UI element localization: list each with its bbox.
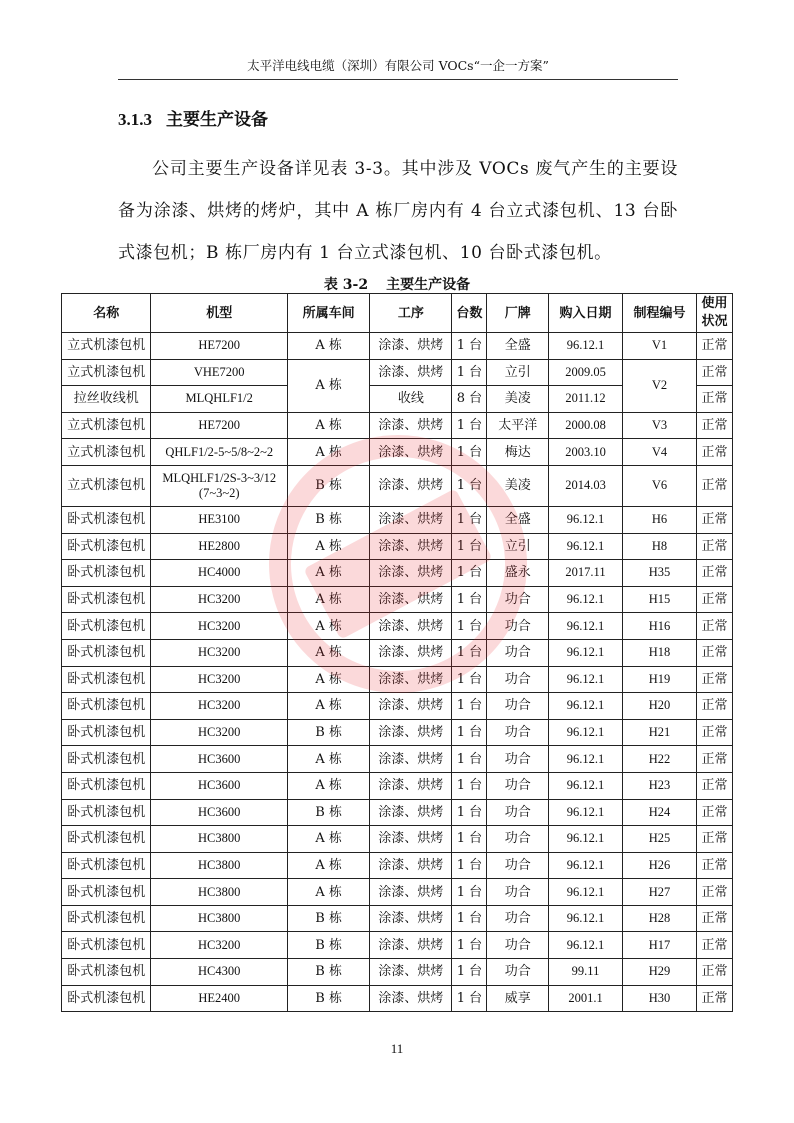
table-cell: 1 台 — [452, 959, 487, 986]
table-cell: 8 台 — [452, 386, 487, 413]
table-cell: 正常 — [696, 905, 732, 932]
table-cell: V6 — [623, 465, 697, 506]
table-cell: 太平洋 — [487, 412, 549, 439]
table-row — [62, 959, 733, 986]
table-cell: 1 台 — [452, 746, 487, 773]
table-cell: 2011.12 — [549, 386, 623, 413]
table-row — [62, 439, 733, 466]
section-title: 主要生产设备 — [166, 110, 268, 130]
section-heading — [118, 105, 268, 130]
table-cell: 卧式机漆包机 — [62, 959, 151, 986]
table-cell: 正常 — [696, 719, 732, 746]
table-row — [62, 852, 733, 879]
table-cell: HC3200 — [151, 666, 288, 693]
table-cell: 涂漆、烘烤 — [370, 465, 452, 506]
table-cell: 涂漆、烘烤 — [370, 826, 452, 853]
table-cell: 功合 — [487, 746, 549, 773]
table-cell: 99.11 — [549, 959, 623, 986]
table-cell: HC3200 — [151, 719, 288, 746]
table-cell: A 栋 — [288, 639, 370, 666]
table-cell: 卧式机漆包机 — [62, 826, 151, 853]
table-cell: 96.12.1 — [549, 879, 623, 906]
table-row — [62, 666, 733, 693]
table-cell: 96.12.1 — [549, 693, 623, 720]
table-cell: 涂漆、烘烤 — [370, 359, 452, 386]
table-cell: A 栋 — [288, 879, 370, 906]
table-row — [62, 772, 733, 799]
table-cell: H8 — [623, 533, 697, 560]
table-cell: 收线 — [370, 386, 452, 413]
table-cell: 1 台 — [452, 719, 487, 746]
table-cell: MLQHLF1/2 — [151, 386, 288, 413]
table-cell: 涂漆、烘烤 — [370, 533, 452, 560]
table-cell: 涂漆、烘烤 — [370, 412, 452, 439]
table-cell: B 栋 — [288, 799, 370, 826]
table-cell: 1 台 — [452, 560, 487, 587]
table-row — [62, 533, 733, 560]
table-cell: 立式机漆包机 — [62, 412, 151, 439]
table-cell: 盛永 — [487, 560, 549, 587]
table-cell: 涂漆、烘烤 — [370, 666, 452, 693]
header-cell: 使用状况 — [696, 294, 732, 333]
page-header: 太平洋电线电缆（深圳）有限公司 VOCs“一企一方案” — [118, 56, 678, 80]
body-paragraph: 公司主要生产设备详见表 3-3。其中涉及 VOCs 废气产生的主要设备为涂漆、烘烤的烤炉，其中 A 栋厂房内有 4 台立式漆包机、13 台卧式漆包机；B 栋厂房内有 1 台立式漆包机、10 台卧式漆包机。 — [118, 159, 678, 263]
table-cell: H15 — [623, 586, 697, 613]
table-cell: 96.12.1 — [549, 852, 623, 879]
table-cell: 1 台 — [452, 905, 487, 932]
table-cell: 卧式机漆包机 — [62, 613, 151, 640]
table-cell: 卧式机漆包机 — [62, 586, 151, 613]
table-cell: 1 台 — [452, 359, 487, 386]
table-cell: 全盛 — [487, 333, 549, 360]
table-cell: H19 — [623, 666, 697, 693]
table-cell: 立式机漆包机 — [62, 465, 151, 506]
table-cell: 2014.03 — [549, 465, 623, 506]
table-cell: HE2400 — [151, 985, 288, 1012]
table-row — [62, 613, 733, 640]
table-cell: HC3200 — [151, 932, 288, 959]
table-cell: 96.12.1 — [549, 905, 623, 932]
table-cell: H24 — [623, 799, 697, 826]
table-row — [62, 359, 733, 386]
table-cell: HE2800 — [151, 533, 288, 560]
table-cell: H16 — [623, 613, 697, 640]
table-row — [62, 799, 733, 826]
table-cell: V4 — [623, 439, 697, 466]
table-cell: 卧式机漆包机 — [62, 746, 151, 773]
table-cell: 涂漆、烘烤 — [370, 932, 452, 959]
table-row — [62, 693, 733, 720]
table-cell: 1 台 — [452, 932, 487, 959]
table-cell: 功合 — [487, 613, 549, 640]
table-row — [62, 506, 733, 533]
table-row — [62, 586, 733, 613]
table-cell: V3 — [623, 412, 697, 439]
table-cell: HC3800 — [151, 905, 288, 932]
table-cell: HC3600 — [151, 772, 288, 799]
table-cell: 涂漆、烘烤 — [370, 586, 452, 613]
table-cell: 涂漆、烘烤 — [370, 506, 452, 533]
table-cell: 卧式机漆包机 — [62, 852, 151, 879]
table-cell: V1 — [623, 333, 697, 360]
table-cell: 卧式机漆包机 — [62, 719, 151, 746]
table-cell: 卧式机漆包机 — [62, 560, 151, 587]
table-cell: 正常 — [696, 852, 732, 879]
table-cell: 96.12.1 — [549, 666, 623, 693]
table-cell: QHLF1/2-5~5/8~2~2 — [151, 439, 288, 466]
table-cell: 涂漆、烘烤 — [370, 693, 452, 720]
table-cell: 96.12.1 — [549, 772, 623, 799]
table-row — [62, 639, 733, 666]
table-cell: 拉丝收线机 — [62, 386, 151, 413]
table-cell: 立式机漆包机 — [62, 333, 151, 360]
table-cell: 卧式机漆包机 — [62, 932, 151, 959]
table-cell: 涂漆、烘烤 — [370, 613, 452, 640]
table-cell: 1 台 — [452, 586, 487, 613]
table-cell: 1 台 — [452, 852, 487, 879]
table-cell: A 栋 — [288, 852, 370, 879]
table-cell: 涂漆、烘烤 — [370, 560, 452, 587]
table-cell: 卧式机漆包机 — [62, 693, 151, 720]
table-cell: 卧式机漆包机 — [62, 666, 151, 693]
table-cell: VHE7200 — [151, 359, 288, 386]
table-cell: 正常 — [696, 826, 732, 853]
table-cell: 96.12.1 — [549, 826, 623, 853]
table-row — [62, 826, 733, 853]
header-cell: 名称 — [62, 294, 151, 333]
table-cell: H25 — [623, 826, 697, 853]
table-cell: H6 — [623, 506, 697, 533]
table-cell: 正常 — [696, 412, 732, 439]
table-cell: 功合 — [487, 959, 549, 986]
header-cell: 机型 — [151, 294, 288, 333]
table-cell: H26 — [623, 852, 697, 879]
table-cell: 2001.1 — [549, 985, 623, 1012]
table-cell: 正常 — [696, 666, 732, 693]
table-cell: 96.12.1 — [549, 613, 623, 640]
table-cell: A 栋 — [288, 746, 370, 773]
table-cell: HC3800 — [151, 826, 288, 853]
table-cell: H17 — [623, 932, 697, 959]
table-cell: A 栋 — [288, 826, 370, 853]
table-cell: 涂漆、烘烤 — [370, 985, 452, 1012]
table-cell: A 栋 — [288, 439, 370, 466]
table-cell: 全盛 — [487, 506, 549, 533]
table-cell: HC3200 — [151, 639, 288, 666]
table-cell: B 栋 — [288, 465, 370, 506]
table-cell: A 栋 — [288, 333, 370, 360]
table-cell: H18 — [623, 639, 697, 666]
table-cell: 功合 — [487, 772, 549, 799]
table-cell: 功合 — [487, 879, 549, 906]
table-cell: 美凌 — [487, 386, 549, 413]
table-cell: 立式机漆包机 — [62, 439, 151, 466]
header-cell: 厂牌 — [487, 294, 549, 333]
table-cell: 涂漆、烘烤 — [370, 439, 452, 466]
table-caption-number: 表 3-2 — [323, 277, 369, 293]
table-cell: 涂漆、烘烤 — [370, 852, 452, 879]
table-cell: 正常 — [696, 586, 732, 613]
table-cell: 功合 — [487, 932, 549, 959]
table-cell: 正常 — [696, 746, 732, 773]
table-cell: 2000.08 — [549, 412, 623, 439]
table-cell: 卧式机漆包机 — [62, 533, 151, 560]
table-cell: A 栋 — [288, 533, 370, 560]
table-cell: 涂漆、烘烤 — [370, 959, 452, 986]
table-cell: 1 台 — [452, 985, 487, 1012]
table-cell: HC4300 — [151, 959, 288, 986]
table-cell: 1 台 — [452, 333, 487, 360]
table-cell: 正常 — [696, 333, 732, 360]
table-row — [62, 985, 733, 1012]
table-cell: 功合 — [487, 826, 549, 853]
table-cell: HC3200 — [151, 693, 288, 720]
table-cell: 1 台 — [452, 799, 487, 826]
table-cell: H28 — [623, 905, 697, 932]
table-cell: 96.12.1 — [549, 799, 623, 826]
table-row — [62, 879, 733, 906]
table-cell: 正常 — [696, 560, 732, 587]
table-cell: HE7200 — [151, 412, 288, 439]
table-row — [62, 412, 733, 439]
table-cell: 1 台 — [452, 639, 487, 666]
table-cell: H20 — [623, 693, 697, 720]
table-cell: 1 台 — [452, 772, 487, 799]
header-cell: 购入日期 — [549, 294, 623, 333]
section-number: 3.1.3 — [118, 110, 152, 129]
table-cell: 卧式机漆包机 — [62, 506, 151, 533]
table-header-row — [62, 294, 733, 333]
table-cell: 功合 — [487, 586, 549, 613]
table-cell: 96.12.1 — [549, 506, 623, 533]
table-cell: B 栋 — [288, 506, 370, 533]
table-cell: 1 台 — [452, 826, 487, 853]
table-cell: 1 台 — [452, 533, 487, 560]
table-cell: 96.12.1 — [549, 333, 623, 360]
table-caption — [0, 274, 794, 294]
table-cell: 卧式机漆包机 — [62, 879, 151, 906]
table-cell: A 栋 — [288, 666, 370, 693]
table-cell: 正常 — [696, 506, 732, 533]
table-cell: 正常 — [696, 613, 732, 640]
table-cell: HC4000 — [151, 560, 288, 587]
table-cell: A 栋 — [288, 586, 370, 613]
table-cell: 涂漆、烘烤 — [370, 879, 452, 906]
table-cell: A 栋 — [288, 693, 370, 720]
table-cell: 96.12.1 — [549, 639, 623, 666]
table-cell: 卧式机漆包机 — [62, 985, 151, 1012]
table-cell: 威享 — [487, 985, 549, 1012]
table-cell: HC3200 — [151, 586, 288, 613]
table-cell: 96.12.1 — [549, 586, 623, 613]
table-cell: B 栋 — [288, 932, 370, 959]
table-cell: 功合 — [487, 639, 549, 666]
table-cell: B 栋 — [288, 905, 370, 932]
table-cell: 功合 — [487, 666, 549, 693]
table-cell: B 栋 — [288, 985, 370, 1012]
table-cell: H29 — [623, 959, 697, 986]
table-cell: 2017.11 — [549, 560, 623, 587]
table-cell: A 栋 — [288, 560, 370, 587]
table-cell: 立引 — [487, 533, 549, 560]
table-cell: HE3100 — [151, 506, 288, 533]
table-cell: 1 台 — [452, 465, 487, 506]
table-cell: HC3800 — [151, 879, 288, 906]
table-body — [62, 333, 733, 1012]
table-cell: 1 台 — [452, 666, 487, 693]
header-cell: 所属车间 — [288, 294, 370, 333]
table-cell: 正常 — [696, 772, 732, 799]
table-cell: 卧式机漆包机 — [62, 639, 151, 666]
table-cell: 1 台 — [452, 439, 487, 466]
table-cell: 美凌 — [487, 465, 549, 506]
table-cell: A 栋 — [288, 613, 370, 640]
table-cell: 正常 — [696, 386, 732, 413]
table-cell: 正常 — [696, 465, 732, 506]
table-cell: 正常 — [696, 693, 732, 720]
table-cell: H23 — [623, 772, 697, 799]
table-cell: 功合 — [487, 852, 549, 879]
table-cell: H35 — [623, 560, 697, 587]
table-cell: 96.12.1 — [549, 932, 623, 959]
table-cell: 卧式机漆包机 — [62, 905, 151, 932]
header-cell: 工序 — [370, 294, 452, 333]
table-cell: H21 — [623, 719, 697, 746]
table-cell: 2009.05 — [549, 359, 623, 386]
table-cell: 96.12.1 — [549, 533, 623, 560]
table-cell: HC3800 — [151, 852, 288, 879]
table-cell: 涂漆、烘烤 — [370, 772, 452, 799]
table-row — [62, 905, 733, 932]
header-cell: 制程编号 — [623, 294, 697, 333]
table-cell: 卧式机漆包机 — [62, 799, 151, 826]
table-cell: 正常 — [696, 359, 732, 386]
table-cell: HC3600 — [151, 799, 288, 826]
table-row — [62, 333, 733, 360]
table-cell: H22 — [623, 746, 697, 773]
table-cell: 正常 — [696, 879, 732, 906]
table-cell: 卧式机漆包机 — [62, 772, 151, 799]
table-cell: 涂漆、烘烤 — [370, 639, 452, 666]
equipment-table — [61, 293, 733, 1012]
table-cell: 功合 — [487, 693, 549, 720]
table-cell: 涂漆、烘烤 — [370, 799, 452, 826]
table-cell: H27 — [623, 879, 697, 906]
table-cell: 涂漆、烘烤 — [370, 746, 452, 773]
table-cell: 正常 — [696, 799, 732, 826]
table-cell: 1 台 — [452, 506, 487, 533]
table-cell: 涂漆、烘烤 — [370, 719, 452, 746]
table-cell: 功合 — [487, 719, 549, 746]
table-cell: 正常 — [696, 639, 732, 666]
table-row — [62, 560, 733, 587]
table-cell: 梅达 — [487, 439, 549, 466]
table-cell: 1 台 — [452, 613, 487, 640]
table-cell: 正常 — [696, 932, 732, 959]
table-cell: 1 台 — [452, 879, 487, 906]
table-cell: 涂漆、烘烤 — [370, 333, 452, 360]
table-cell: 功合 — [487, 799, 549, 826]
table-cell: 立式机漆包机 — [62, 359, 151, 386]
header-cell: 台数 — [452, 294, 487, 333]
table-cell: 正常 — [696, 533, 732, 560]
table-cell: B 栋 — [288, 719, 370, 746]
table-cell: A 栋 — [288, 412, 370, 439]
table-cell: MLQHLF1/2S-3~3/12 (7~3~2) — [151, 465, 288, 506]
table-caption-title: 主要生产设备 — [386, 277, 471, 293]
table-cell: HC3200 — [151, 613, 288, 640]
table-cell: 正常 — [696, 439, 732, 466]
table-cell: 1 台 — [452, 412, 487, 439]
table-cell: B 栋 — [288, 959, 370, 986]
table-cell: V2 — [623, 359, 697, 412]
table-row — [62, 719, 733, 746]
table-row — [62, 932, 733, 959]
table-row — [62, 465, 733, 506]
table-cell: 1 台 — [452, 693, 487, 720]
table-cell: 96.12.1 — [549, 719, 623, 746]
table-cell: A 栋 — [288, 772, 370, 799]
table-cell: 正常 — [696, 985, 732, 1012]
table-cell: 立引 — [487, 359, 549, 386]
table-cell: H30 — [623, 985, 697, 1012]
table-cell: 正常 — [696, 959, 732, 986]
table-cell: 96.12.1 — [549, 746, 623, 773]
table-cell: HC3600 — [151, 746, 288, 773]
table-cell: 涂漆、烘烤 — [370, 905, 452, 932]
table-cell: 2003.10 — [549, 439, 623, 466]
table-cell: 功合 — [487, 905, 549, 932]
table-cell: HE7200 — [151, 333, 288, 360]
table-row — [62, 746, 733, 773]
table-cell: A 栋 — [288, 359, 370, 412]
page-number: 11 — [390, 1041, 404, 1056]
